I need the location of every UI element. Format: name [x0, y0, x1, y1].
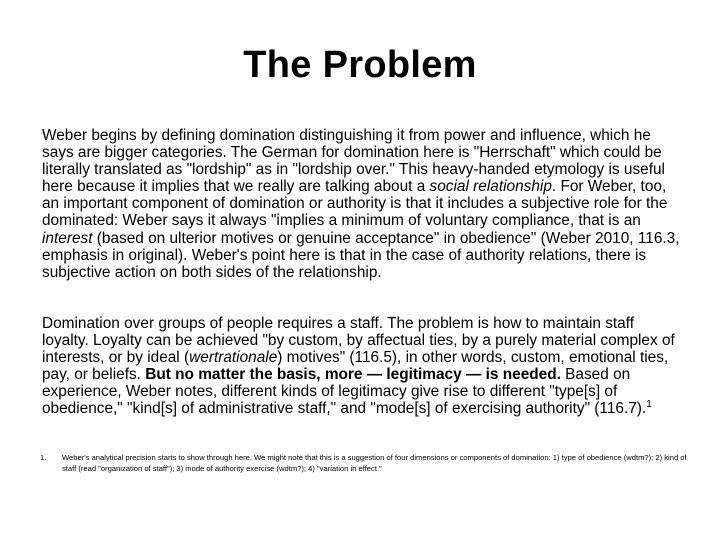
- slide-title: The Problem: [243, 44, 477, 86]
- footnote-number: 1.: [40, 453, 47, 462]
- footnote-reference: 1: [646, 399, 652, 411]
- paragraph2-text-3: Based on experience, Weber notes, different kinds of legitimacy give rise to different "type[s] of obedience," "kind[s] of administrative staff," and "mode[s] of exercising authority" (116.7).: [42, 366, 647, 418]
- paragraph1-emphasis-interest: interest: [42, 229, 93, 247]
- paragraph-domination: [42, 127, 682, 281]
- paragraph2-bold-legitimacy: But no matter the basis, more — legitimacy — is needed.: [145, 366, 561, 384]
- paragraph2-emphasis-wertrationale: wertrationale: [189, 349, 278, 367]
- footnote-text: Weber's analytical precision starts to show through here. We might note that this is a suggestion of four dimensions or components of domination: 1) type of obedience (wdtm?); 2) kind of staff (read "organization of staff"); 3) mode of authority exercise (wdtm?); 4) "variation in effect.": [62, 453, 687, 473]
- paragraph2-text-2: ) motives" (116.5), in other words, custom, emotional ties, pay, or beliefs.: [42, 349, 669, 384]
- paragraph1-text-2: . For Weber, too, an important component of domination or authority is that it includes a subjective role for the dominated: Weber says it always "implies a minimum of voluntary compliance, that is an: [42, 178, 668, 230]
- paragraph-staff-loyalty: [42, 315, 682, 418]
- footnote: [40, 453, 700, 474]
- paragraph1-text-1: Weber begins by defining domination distinguishing it from power and influence, which he says are bigger categories. The German for domination here is "Herrschaft" which could be literally translated as "lordship" as in "lordship over." This heavy-handed etymology is useful here because it implies that we really are talking about a: [42, 127, 665, 196]
- paragraph1-text-3: (based on ulterior motives or genuine acceptance" in obedience" (Weber 2010, 116.3, emphasis in original). Weber's point here is that in the case of authority relations, there is subjective action on both sides of the relationship.: [42, 229, 680, 281]
- paragraph1-emphasis-social-relationship: social relationship: [429, 178, 552, 196]
- paragraph2-text-1: Domination over groups of people requires a staff. The problem is how to maintain staff loyalty. Loyalty can be achieved "by custom, by affectual ties, by a purely material complex of interests, or by ideal (: [42, 315, 675, 367]
